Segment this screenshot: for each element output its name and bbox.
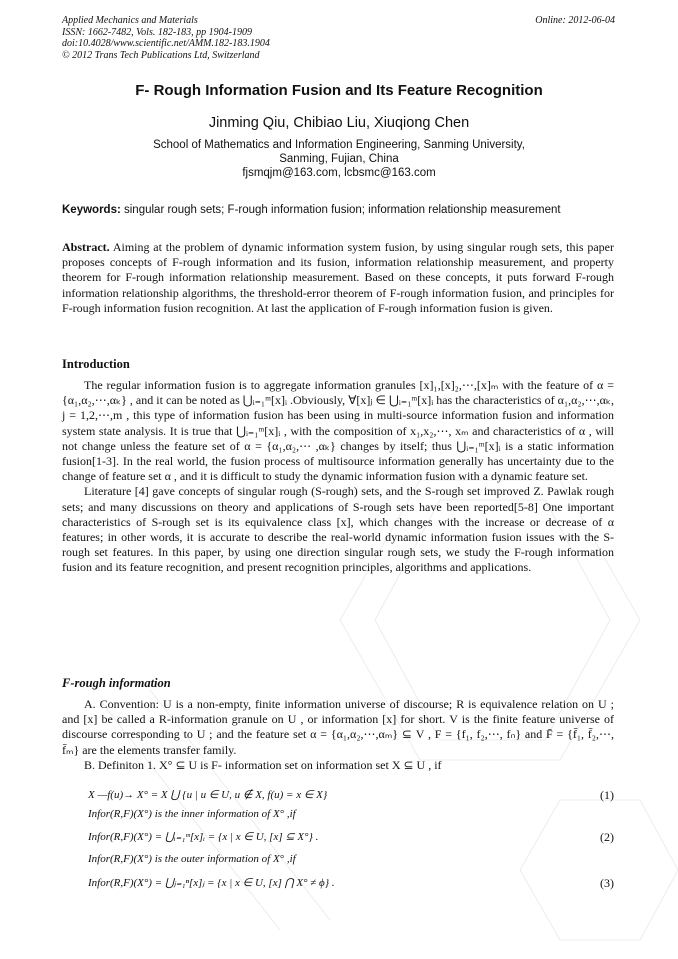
convention-paragraph <box>62 697 614 773</box>
convention-text: A. Convention: U is a non-empty, finite information universe of discourse; R is equivalence relation on U ; and [x] be called a R-information granule on U , or information [x] for short. V is the finite feature universe of discourse corresponding to U ; and the feature set α = {α₁,α₂,⋯,αₘ} ⊆ V , F = {f₁, f₂,⋯, fₙ} and F̄ = {f̄₁, f̄₂,⋯, f̄ₘ} are the elements transfer family. <box>62 697 614 757</box>
equation-2-number: (2) <box>600 830 614 844</box>
equation-3-body: Infor(R,F)(X°) = ⋃ⱼ₌₁ⁿ[x]ⱼ = {x | x ∈ U, [x] ⋂ X° ≠ ϕ} . <box>88 877 335 889</box>
intro-paragraph-1: The regular information fusion is to aggregate information granules [x]₁,[x]₂,⋯,[x]ₘ with the feature of α = {α₁,α₂,⋯,αₖ} , and it can be noted as ⋃ᵢ₌₁ᵐ[x]ᵢ .Obviously, ∀[x]ⱼ ∈ ⋃ᵢ₌₁ᵐ[x]ᵢ has the characteristics of α₁,α₂,⋯,αₖ, j = 1,2,⋯,m , this type of information fusion has been using in multi-source information fusion and information system state analysis. It is true that ⋃ᵢ₌₁ᵐ[x]ᵢ , with the composition of x₁,x₂,⋯, xₘ and characteristics of α , will not change unless the feature set of α = {α₁,α₂,⋯ ,αₖ} changes by itself; thus ⋃ᵢ₌₁ᵐ[x]ᵢ is a static information fusion[1-3]. In the real world, the fusion process of multisource information generally has uncertainty due to the change of feature set α , and it is difficult to study the dynamic information fusion with a dynamic feature set. <box>62 378 614 484</box>
journal-name: Applied Mechanics and Materials <box>62 15 198 26</box>
outer-information-line <box>88 853 614 865</box>
affiliation-block <box>62 138 616 180</box>
equation-1-number: (1) <box>600 788 614 802</box>
outer-information-text: Infor(R,F)(X°) is the outer information of X° ,if <box>88 853 296 865</box>
equation-2-body: Infor(R,F)(X°) = ⋃ᵢ₌₁ᵐ[x]ᵢ = {x | x ∈ U, [x] ⊆ X°} . <box>88 831 319 843</box>
copyright-line: © 2012 Trans Tech Publications Ltd, Switzerland <box>62 49 260 61</box>
keywords-line <box>62 204 622 216</box>
issn-line: ISSN: 1662-7482, Vols. 182-183, pp 1904-1909 <box>62 26 252 38</box>
paper-authors: Jinming Qiu, Chibiao Liu, Xiuqiong Chen <box>208 115 470 131</box>
journal-header <box>62 15 270 61</box>
equation-3-number: (3) <box>600 876 614 890</box>
equation-3 <box>88 876 614 889</box>
inner-information-line <box>88 808 614 820</box>
abstract-text: Aiming at the problem of dynamic information system fusion, by using singular rough sets, this paper proposes concepts of F-rough information and its fusion, information relationship measurement, and property theorem for F-rough information relationship measurement. Based on these concepts, it puts forward F-rough information relationship algorithms, the threshold-error theorem of F-rough information fusion, and principles for F-rough information fusion recognition. At last the application of F-rough information fusion is given. <box>62 240 614 315</box>
intro-paragraph-2: Literature [4] gave concepts of singular rough (S-rough) sets, and the S-rough set improved Z. Pawlak rough sets; and many discussions on theory and applications of S-rough sets have been reported[5-8] One important characteristics of S-rough set is its equivalence class [x], which changes with the increase or decrease of α features; in other words, it is accurate to describe the real-world dynamic information fusion issues with the S-rough set features. In this paper, by using one direction singular rough sets, we study the F-rough information fusion and its feature recognition, and present recognition principles, algorithms and applications. <box>62 484 614 575</box>
equation-1-body: X —f(u)→ X° = X ⋃ {u | u ∈ U, u ∉ X, f(u) = x ∈ X} <box>88 789 328 801</box>
definition-1-text: B. Definiton 1. X° ⊆ U is F- information set on information set X ⊆ U , if <box>84 757 442 772</box>
doi-link[interactable]: doi:10.4028/www.scientific.net/AMM.182-183.1904 <box>62 38 270 49</box>
inner-information-text: Infor(R,F)(X°) is the inner information of X° ,if <box>88 808 296 820</box>
keywords-label: Keywords: <box>62 204 121 216</box>
equation-1 <box>88 788 614 801</box>
paper-title: F- Rough Information Fusion and Its Feature Recognition <box>135 82 543 99</box>
abstract-paragraph <box>62 240 614 316</box>
introduction-heading: Introduction <box>62 357 130 371</box>
introduction-body <box>62 378 614 576</box>
author-emails[interactable]: fjsmqjm@163.com, lcbsmc@163.com <box>242 167 436 179</box>
equation-2 <box>88 830 614 843</box>
online-date: Online: 2012-06-04 <box>535 15 615 26</box>
keywords-text: singular rough sets; F-rough information fusion; information relationship measurement <box>124 204 561 216</box>
abstract-label: Abstract. <box>62 240 110 254</box>
affiliation-line-2: Sanming, Fujian, China <box>279 153 399 165</box>
affiliation-line-1: School of Mathematics and Information Engineering, Sanming University, <box>153 139 525 151</box>
section-heading-f-rough: F-rough information <box>62 676 171 690</box>
